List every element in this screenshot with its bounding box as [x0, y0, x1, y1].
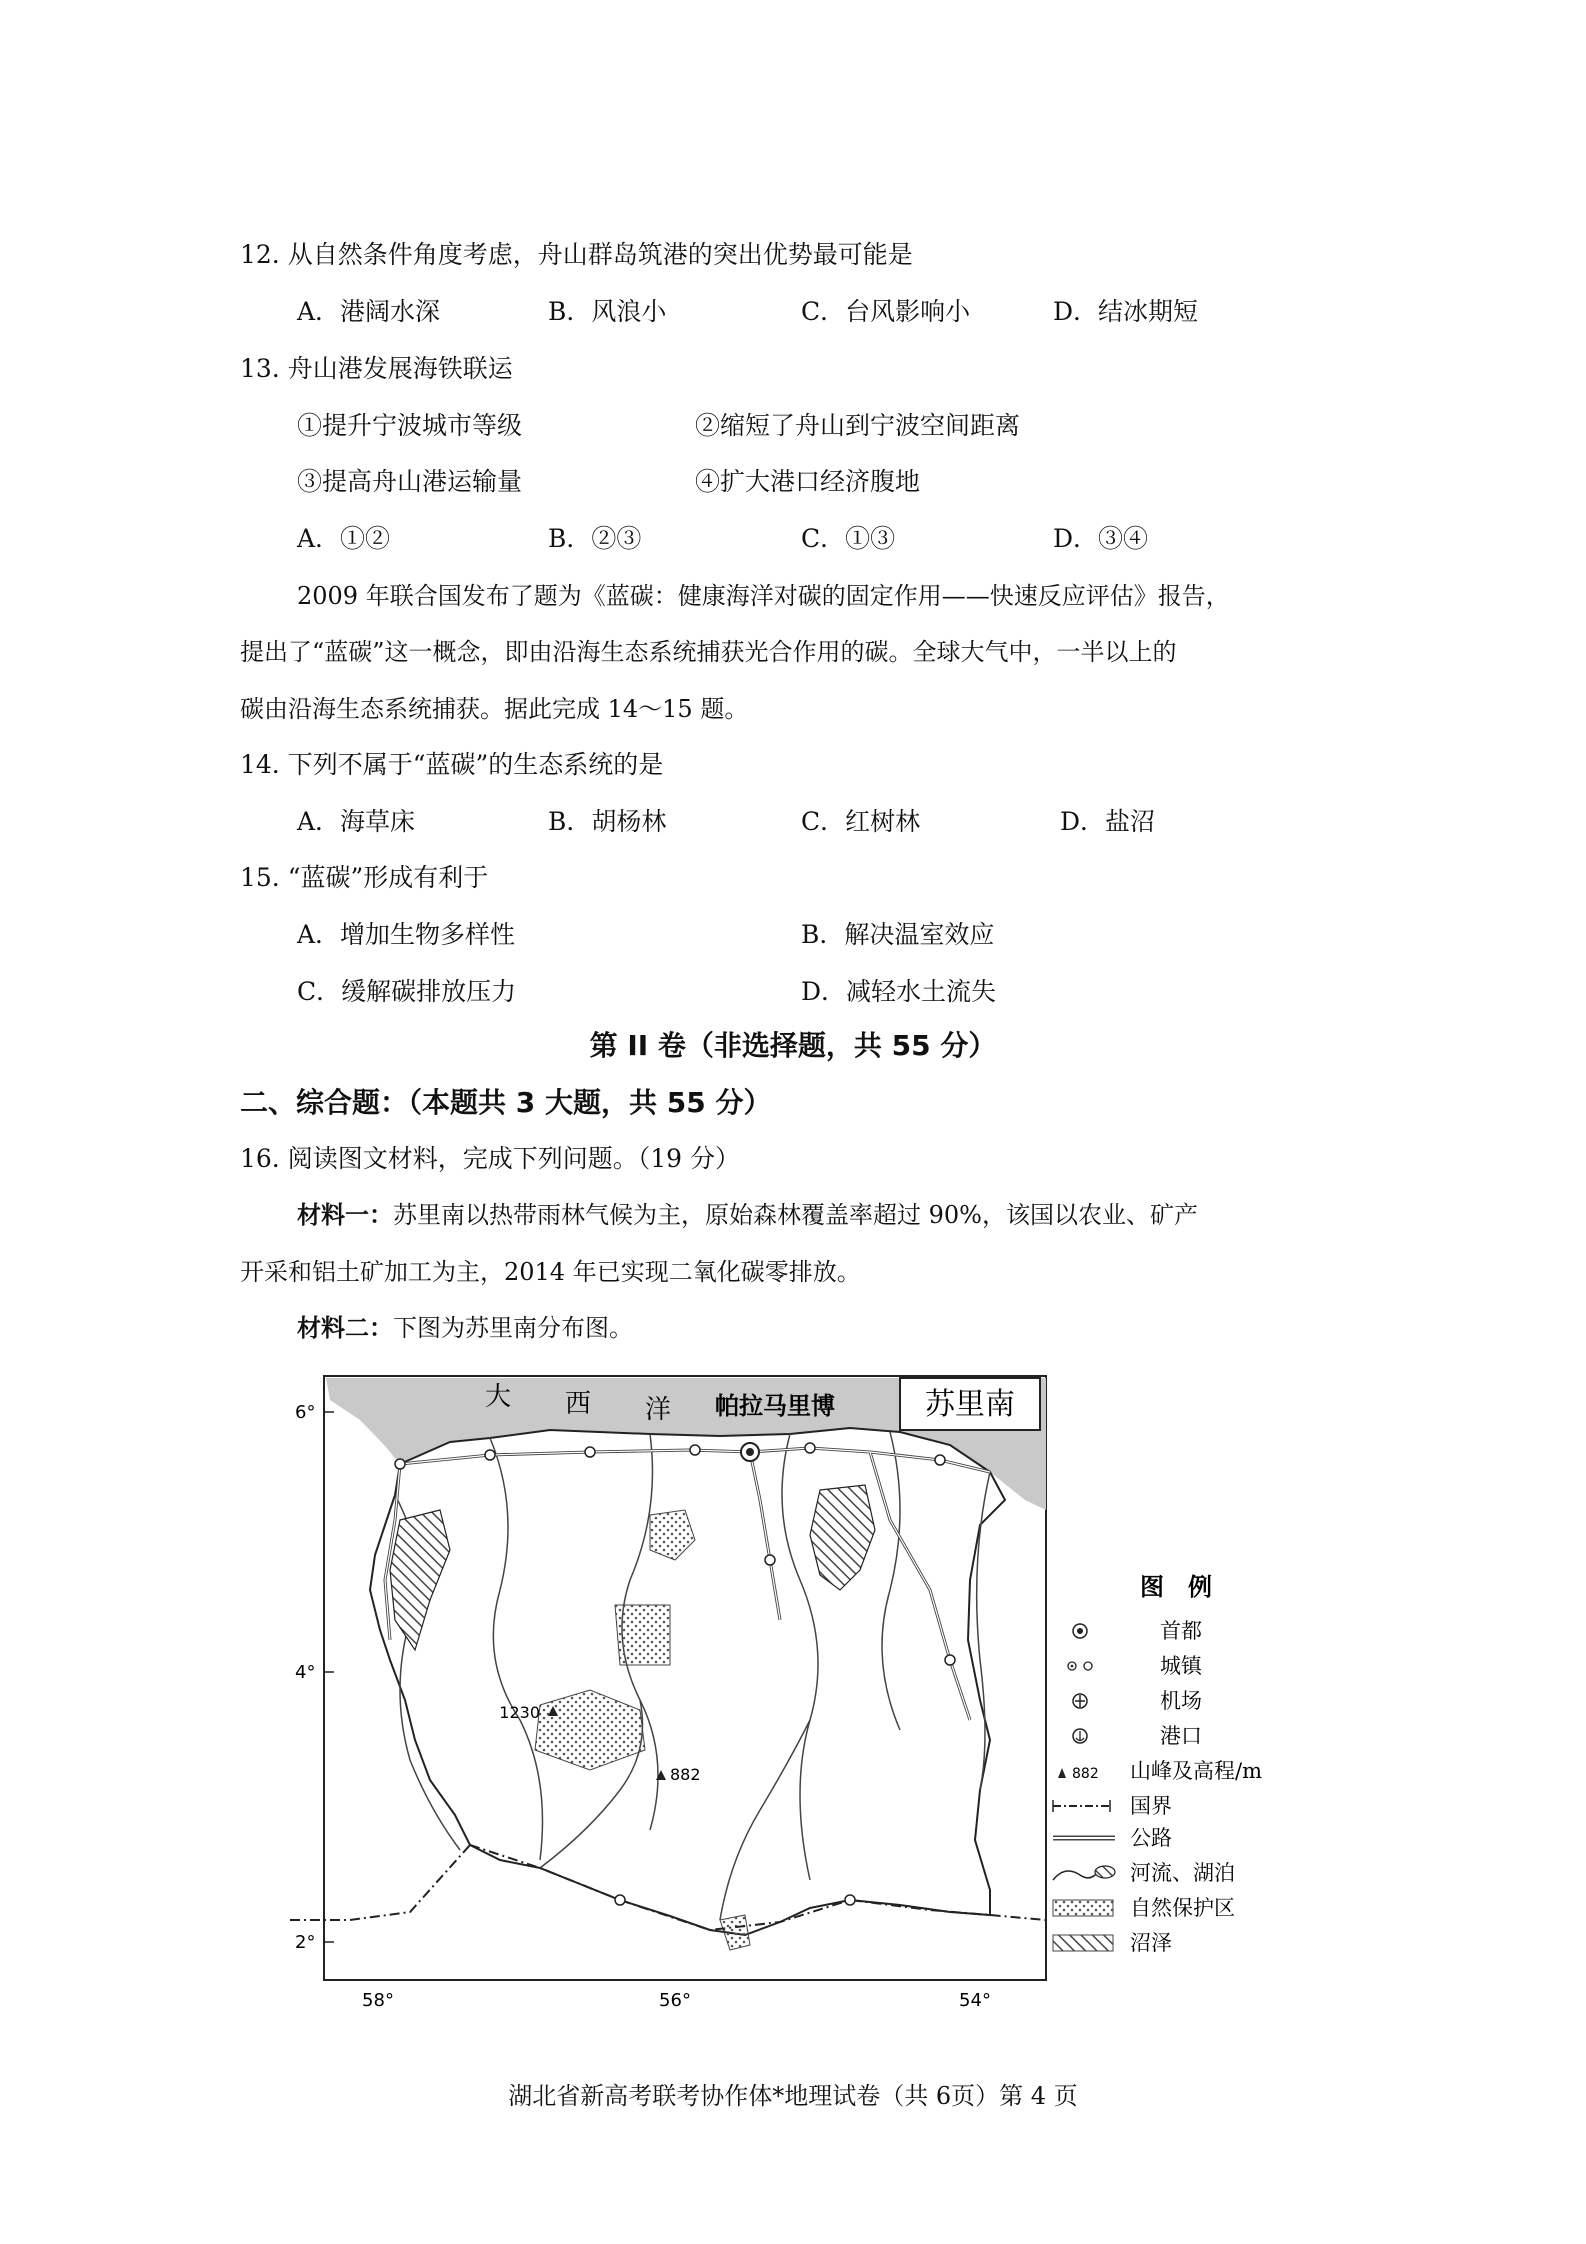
port-icon	[1073, 1729, 1087, 1743]
material-2-line	[297, 1311, 633, 1345]
volume-title: 第 II 卷（非选择题，共 55 分）	[589, 1029, 997, 1062]
legend-item-river-lake: 河流、湖泊	[1130, 1861, 1235, 1885]
material-2-label: 材料二：	[297, 1313, 393, 1342]
q14-option-b: B．胡杨林	[548, 807, 667, 836]
map-legend	[1053, 1573, 1262, 1955]
legend-item-road: 公路	[1130, 1826, 1172, 1850]
capital-marker	[741, 1443, 759, 1461]
map-title: 苏里南	[925, 1387, 1015, 1422]
town-icon	[1068, 1662, 1092, 1670]
legend-item-border: 国界	[1130, 1794, 1172, 1818]
q12-option-c: C．台风影响小	[801, 297, 971, 326]
q13-item-4: ④扩大港口经济腹地	[695, 467, 921, 496]
airport-icon	[1073, 1694, 1087, 1708]
legend-title: 图 例	[1140, 1573, 1212, 1601]
q13-option-d: D．③④	[1053, 524, 1149, 553]
q12-option-d: D．结冰期短	[1053, 297, 1199, 326]
legend-item-port: 港口	[1160, 1724, 1202, 1748]
material-1-line-2: 开采和铝土矿加工为主，2014 年已实现二氧化碳零排放。	[240, 1258, 861, 1286]
q13-option-a: A．①②	[297, 524, 391, 553]
swamp-icon	[1053, 1935, 1113, 1951]
capital-icon	[1073, 1624, 1087, 1638]
legend-item-reserve: 自然保护区	[1130, 1896, 1235, 1920]
q15-option-d: D．减轻水土流失	[801, 977, 997, 1006]
q12-stem: 12. 从自然条件角度考虑，舟山群岛筑港的突出优势最可能是	[240, 240, 913, 269]
q12-option-a: A．港阔水深	[297, 297, 441, 326]
q14-option-a: A．海草床	[297, 807, 416, 836]
lon-label-58: 58°	[362, 1990, 394, 2011]
capital-label: 帕拉马里博	[715, 1392, 835, 1420]
lon-label-54: 54°	[959, 1990, 991, 2011]
q15-stem: 15. “蓝碳”形成有利于	[240, 863, 489, 892]
peak-icon	[1058, 1768, 1066, 1778]
peak-882-label: 882	[670, 1765, 701, 1784]
part-title: 二、综合题：（本题共 3 大题，共 55 分）	[240, 1086, 772, 1119]
q14-option-d: D．盐沼	[1060, 807, 1156, 836]
q15-option-b: B．解决温室效应	[801, 920, 995, 949]
q13-option-c: C．①③	[801, 524, 896, 553]
legend-item-town: 城镇	[1160, 1654, 1202, 1678]
legend-peak-sample: 882	[1072, 1766, 1099, 1782]
q13-item-2: ②缩短了舟山到宁波空间距离	[695, 411, 1021, 440]
q16-stem: 16. 阅读图文材料，完成下列问题。（19 分）	[240, 1144, 740, 1173]
q13-option-b: B．②③	[548, 524, 642, 553]
material-1-text: 苏里南以热带雨林气候为主，原始森林覆盖率超过 90%，该国以农业、矿产	[393, 1201, 1198, 1229]
material-1-line-1	[297, 1198, 1198, 1232]
passage-line-1: 2009 年联合国发布了题为《蓝碳：健康海洋对碳的固定作用——快速反应评估》报告，	[297, 582, 1230, 610]
legend-item-capital: 首都	[1160, 1619, 1202, 1643]
q15-option-c: C．缓解碳排放压力	[297, 977, 517, 1006]
river-lake-icon	[1053, 1866, 1115, 1880]
q13-item-3: ③提高舟山港运输量	[297, 467, 523, 496]
lat-label-6: 6°	[295, 1402, 316, 1423]
material-2-text: 下图为苏里南分布图。	[393, 1314, 633, 1342]
q14-option-c: C．红树林	[801, 807, 921, 836]
passage-line-3: 碳由沿海生态系统捕获。据此完成 14～15 题。	[240, 695, 749, 723]
q13-item-1: ①提升宁波城市等级	[297, 411, 523, 440]
material-1-label: 材料一：	[297, 1200, 393, 1229]
q12-option-b: B．风浪小	[548, 297, 667, 326]
legend-item-swamp: 沼泽	[1130, 1931, 1172, 1955]
reserve-central	[615, 1605, 670, 1665]
lat-label-2: 2°	[295, 1932, 316, 1953]
ocean-char-3: 洋	[645, 1395, 672, 1425]
q15-option-a: A．增加生物多样性	[297, 920, 516, 949]
legend-item-airport: 机场	[1160, 1689, 1202, 1713]
q13-stem: 13. 舟山港发展海铁联运	[240, 354, 513, 383]
q14-stem: 14. 下列不属于“蓝碳”的生态系统的是	[240, 750, 664, 779]
lon-label-56: 56°	[659, 1990, 691, 2011]
peak-1230-label: 1230	[499, 1703, 540, 1722]
ocean-char-2: 西	[565, 1389, 592, 1419]
legend-item-peak: 山峰及高程/m	[1130, 1759, 1262, 1783]
passage-line-2: 提出了“蓝碳”这一概念，即由沿海生态系统捕获光合作用的碳。全球大气中，一半以上的	[240, 638, 1177, 666]
page-footer: 湖北省新高考联考协作体*地理试卷（共 6页）第 4 页	[508, 2082, 1078, 2110]
suriname-map	[290, 1360, 1310, 2015]
reserve-icon	[1053, 1900, 1113, 1916]
lat-label-4: 4°	[295, 1662, 316, 1683]
ocean-char-1: 大	[485, 1382, 512, 1412]
